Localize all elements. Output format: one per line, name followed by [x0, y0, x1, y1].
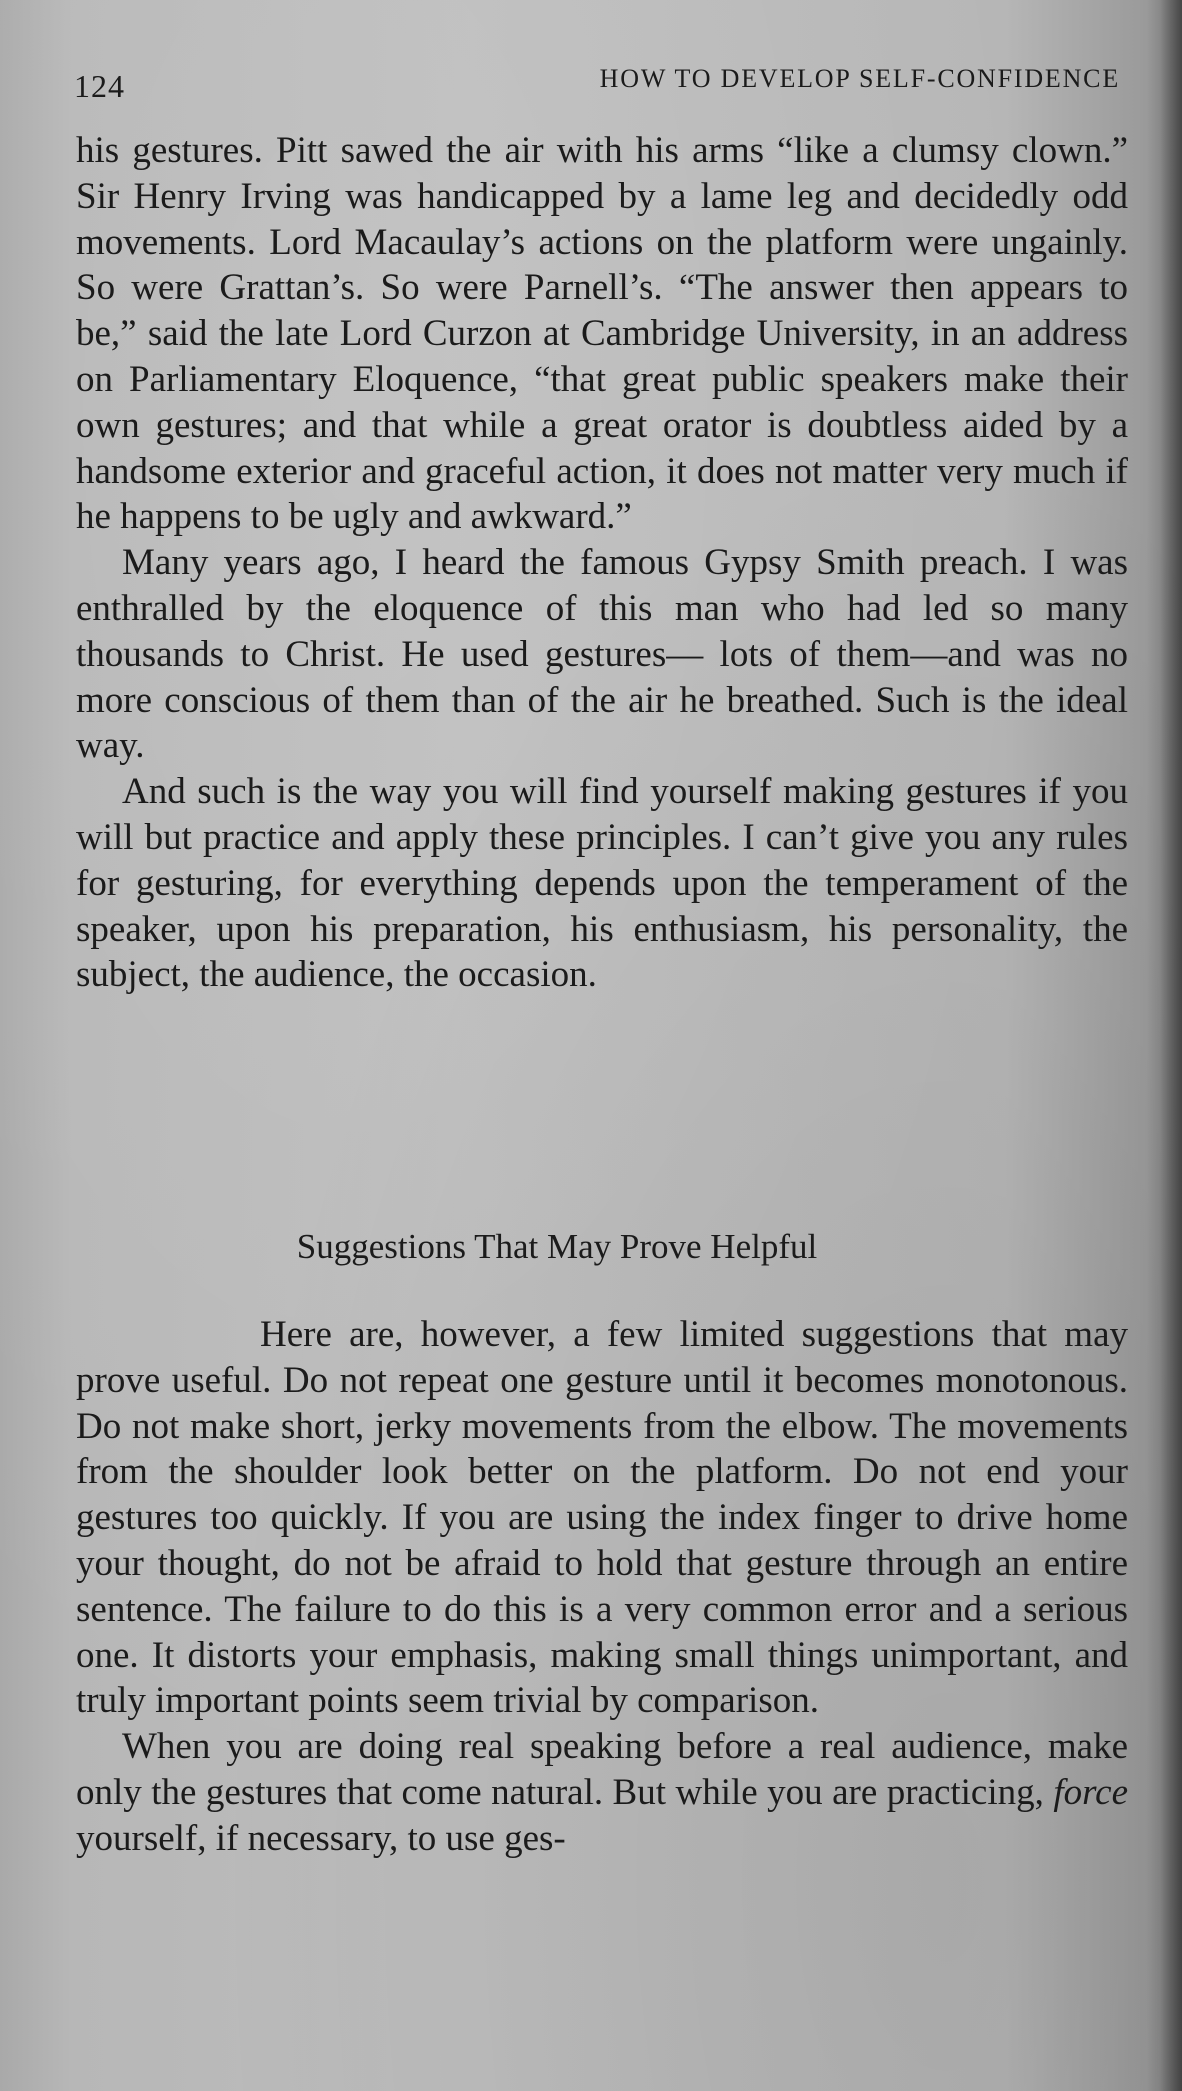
page-number: 124: [74, 68, 125, 104]
paragraph-continuation: his gestures. Pitt sawed the air with his arms “like a clumsy clown.” Sir Henry Irving was handicapped by a lame leg and decidedly odd movements. Lord Macaulay’s actions on the platform were ungainly. So were Grattan’s. So were Parnell’s. “The answer then appears to be,” said the late Lord Curzon at Cambridge University, in an address on Parliamentary Eloquence, “that great public speakers make their own gestures; and that while a great orator is doubtless aided by a handsome exterior and graceful action, it does not matter very much if he happens to be ugly and awkward.”: [76, 130, 1128, 538]
page-header: [74, 58, 1124, 108]
body-text-bottom: [76, 1312, 1128, 1862]
body-text-top: [76, 128, 1128, 998]
paragraph-gesture-principles: And such is the way you will find yourself making gestures if you will but practice and apply these principles. I can’t give you any rules for gesturing, for everything depends upon the temperament of the speaker, upon his preparation, his enthusiasm, his personality, the subject, the audience, the occasion.: [76, 771, 1128, 996]
emphasis-force: force: [1053, 1771, 1128, 1813]
paragraph-real-speaking-start: When you are doing real speaking before a real audience, make only the gestures that come natural. But while you are practicing,: [76, 1726, 1128, 1813]
section-heading-text: Suggestions That May Prove Helpful: [296, 1227, 818, 1266]
paragraph-gypsy-smith: Many years ago, I heard the famous Gypsy Smith preach. I was enthralled by the eloquence of this man who had led so many thousands to Christ. He used gestures— lots of them—and was no more conscious of them than of the air he breathed. Such is the ideal way.: [76, 542, 1128, 767]
paragraph-real-speaking-end: yourself, if necessary, to use ges-: [76, 1817, 566, 1859]
section-heading: [0, 1227, 1182, 1267]
running-head: HOW TO DEVELOP SELF-CONFIDENCE: [599, 64, 1120, 93]
paragraph-real-speaking: [76, 1724, 1128, 1861]
page-gutter-shadow: [1160, 0, 1182, 2091]
paragraph-suggestions: Here are, however, a few limited suggestions that may prove useful. Do not repeat one gesture until it becomes monotonous. Do not make short, jerky movements from the elbow. The movements from the shoulder look better on the platform. Do not end your gestures too quickly. If you are using the index finger to drive home your thought, do not be afraid to hold that gesture through an entire sentence. The failure to do this is a very common error and a serious one. It distorts your emphasis, making small things unimportant, and truly important points seem trivial by comparison.: [76, 1314, 1128, 1722]
